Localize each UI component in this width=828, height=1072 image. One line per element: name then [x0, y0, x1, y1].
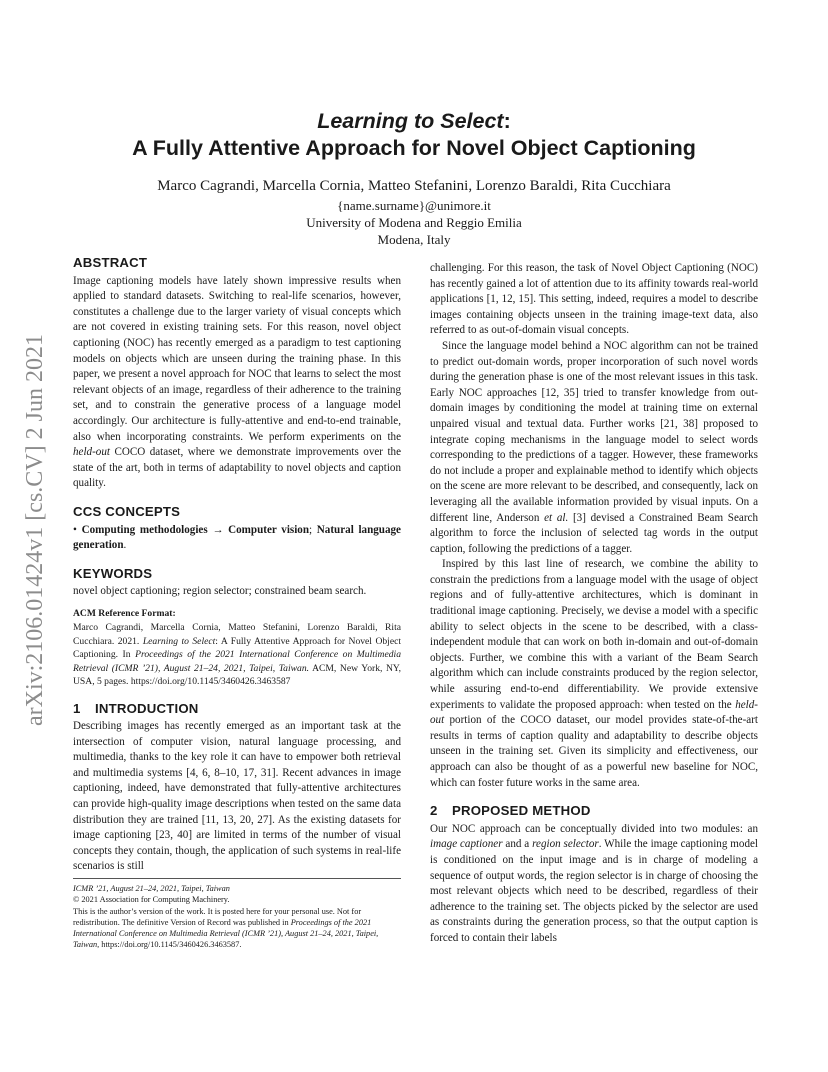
acm-ref-italic-2: Proceedings of the 2021 International Conference on Multimedia Retrieval (ICMR ’21), August 21–24, 2021, Taipei, Taiwan. [73, 649, 402, 674]
ccs-text [73, 523, 401, 554]
author-email: {name.surname}@unimore.it [337, 198, 491, 213]
abstract-italic: held-out [73, 446, 110, 459]
acm-ref-part-3: ACM, New York, NY, USA, 5 pages. https://doi.org/10.1145/3460426.3463587 [73, 662, 401, 688]
ccs-concept-2: Natural language generation [73, 523, 401, 552]
method-heading [430, 803, 758, 819]
paper-title [0, 108, 828, 162]
abstract-part-1: Image captioning models have lately shown impressive results when applied to standard datasets. Switching to real-life scenarios, however, constitutes a challenge due to the larger variety of visual concepts which are not covered in existing training sets. For this reason, novel object captioning (NOC) has recently emerged as a paradigm to test captioning models on objects which are unseen during the training phase. In this paper, we present a novel approach for NOC that learns to select the most relevant objects of an image, regardless of their adherence to the training set, and to constrain the generative process of a language model accordingly. Our architecture is fully-attentive and end-to-end trainable, also when incorporating constraints. We perform experiments on the [73, 274, 401, 443]
arxiv-stamp: arXiv:2106.01424v1 [cs.CV] 2 Jun 2021 [22, 334, 48, 726]
footnote-venue: ICMR ’21, August 21–24, 2021, Taipei, Taiwan [73, 884, 230, 893]
ccs-end: . [123, 539, 127, 552]
footnote-part-2: , https://doi.org/10.1145/3460426.3463587. [97, 940, 242, 950]
abstract-part-2: COCO dataset, where we demonstrate improvements over the state of the art, both in terms of adaptability to novel objects and caption quality. [73, 446, 401, 490]
method-italic-1: image captioner [430, 838, 503, 851]
affiliation [0, 197, 828, 248]
intro-p2-end: [3] devised a Constrained Beam Search algorithm to force the inclusion of selected tag words in the output caption, following the predictions of a tagger. [430, 511, 758, 555]
acm-ref-italic-1: Learning to Select [142, 635, 216, 647]
footnote-notice [73, 906, 401, 951]
intro-p3-italic: held-out [430, 698, 758, 727]
abstract-text [73, 274, 401, 492]
author-list: Marco Cagrandi, Marcella Cornia, Matteo Stefanini, Lorenzo Baraldi, Rita Cucchiara [157, 178, 671, 194]
method-text [430, 822, 758, 947]
footnote-italic: Proceedings of the 2021 International Conference on Multimedia Retrieval (ICMR ’21), August 21–24, 2021, Taipei, Taiwan [73, 917, 379, 950]
title-colon: : [503, 109, 511, 133]
acm-ref-text [73, 621, 401, 688]
intro-right-p2 [430, 339, 758, 557]
ccs-concept-1: Computing methodologies → Computer vision [81, 523, 310, 536]
intro-title: INTRODUCTION [95, 700, 199, 716]
acm-ref-part-2: : A Fully Attentive Approach for Novel Object Captioning. In [73, 635, 402, 661]
footnote-copyright: © 2021 Association for Computing Machinery. [73, 895, 230, 905]
intro-p2-text: Since the language model behind a NOC algorithm can not be trained to predict out-domain words, proper incorporation of such novel words during the generation phase is one of the most relevant issues in this task. Early NOC approaches [12, 35] tried to transfer knowledge from out-domain images by conditioning the model at training time on external unpaired visual and textual data. Further works [21, 38] proposed to integrate coping mechanisms in the language model to select words corresponding to the predictions of a tagger. However, these frameworks do not include a proper and explainable method to identify which objects on the scene are more relevant to be described, and consequently, lack on leveraging all the available information provided by visual inputs. On a different line, Anderson [430, 339, 758, 524]
footnote-part-1: This is the author’s version of the work. It is posted here for your personal use. Not for redistribution. The definitive Version of Record was published in [73, 906, 362, 927]
ccs-heading: CCS CONCEPTS [73, 503, 181, 519]
ccs-bullet: • [73, 523, 82, 536]
keywords-heading: KEYWORDS [73, 565, 153, 581]
intro-p2-italic: et al. [544, 511, 569, 524]
ccs-sep: ; [309, 523, 317, 536]
method-number: 2 [430, 803, 438, 819]
title-line-2: A Fully Attentive Approach for Novel Object Captioning [132, 136, 696, 160]
method-part-3: . While the image captioning model is conditioned on the input image and is in charge of modeling a sequence of output words, the region selector is in charge of choosing the most relevant objects which need to be described, regardless of their adherence to the training set. The objects picked by the selector are used as constraints during the generation process, so that the output caption is forced to contain their labels [430, 838, 759, 944]
abstract-heading: ABSTRACT [73, 255, 148, 270]
method-part-2: and a [502, 838, 533, 851]
intro-right-p3 [430, 557, 758, 791]
title-italic: Learning to Select [317, 109, 504, 133]
institution: University of Modena and Reggio Emilia [306, 215, 522, 230]
acm-ref-heading: ACM Reference Format: [73, 607, 176, 619]
intro-left-text: Describing images has recently emerged as an important task at the intersection of computer vision, natural language processing, and multimedia, thanks to the key role it can have to empower both retrieval and multimedia systems [4, 6, 8–10, 17, 31]. Recent advances in image captioning, indeed, have demonstrated that fully-attentive architectures can provide high-quality image descriptions when tested on the same data distribution they are trained [11, 13, 20, 27]. As the existing datasets for image captioning [23, 40] are limited in terms of the number of visual concepts they contain, though, the application of such systems in real-life scenarios is still [73, 720, 401, 873]
method-part-1: Our NOC approach can be conceptually divided into two modules: an [430, 822, 758, 835]
title-line-1 [0, 108, 828, 135]
location: Modena, Italy [377, 232, 451, 247]
method-title: PROPOSED METHOD [452, 803, 591, 819]
intro-p3-end: portion of the COCO dataset, our model provides state-of-the-art results in terms of caption quality and adaptability to describe objects unseen in the training set. Given its simplicity and effectiveness, our approach can also be thought of as a powerful new baseline for NOC, which can foster future works in the same area. [430, 714, 758, 789]
left-column [73, 255, 401, 875]
keywords-text: novel object captioning; region selector; constrained beam search. [73, 585, 367, 598]
intro-number: 1 [73, 700, 81, 716]
intro-heading [73, 701, 401, 717]
intro-p3-text: Inspired by this last line of research, we combine the ability to constrain the predictions from a language model with the usage of object regions and of fully-attentive architectures, which is dominant in traditional image captioning. Precisely, we devise a model with a specific ability to select objects in the scene to be described, with a class-independent module that can work on both in-domain and out-of-domain objects. Further, we combine this with a variant of the Beam Search algorithm which can include constraints produced by the region selector, while assuring end-to-end differentiability. We provide extensive experiments to validate the proposed approach: when tested on the [430, 558, 758, 711]
method-italic-2: region selector [532, 838, 599, 851]
footnote [73, 878, 401, 951]
intro-right-p1: challenging. For this reason, the task of Novel Object Captioning (NOC) has recently gained a lot of attention due to its affinity towards real-world applications [1, 12, 15]. This setting, indeed, requires a model to describe images containing objects unseen in the training image-text data, also referred to as out-of-domain visual concepts. [430, 262, 758, 337]
acm-ref-part-1: Marco Cagrandi, Marcella Cornia, Matteo Stefanini, Lorenzo Baraldi, Rita Cucchiara. 2021. [73, 622, 401, 647]
right-column [430, 261, 758, 947]
